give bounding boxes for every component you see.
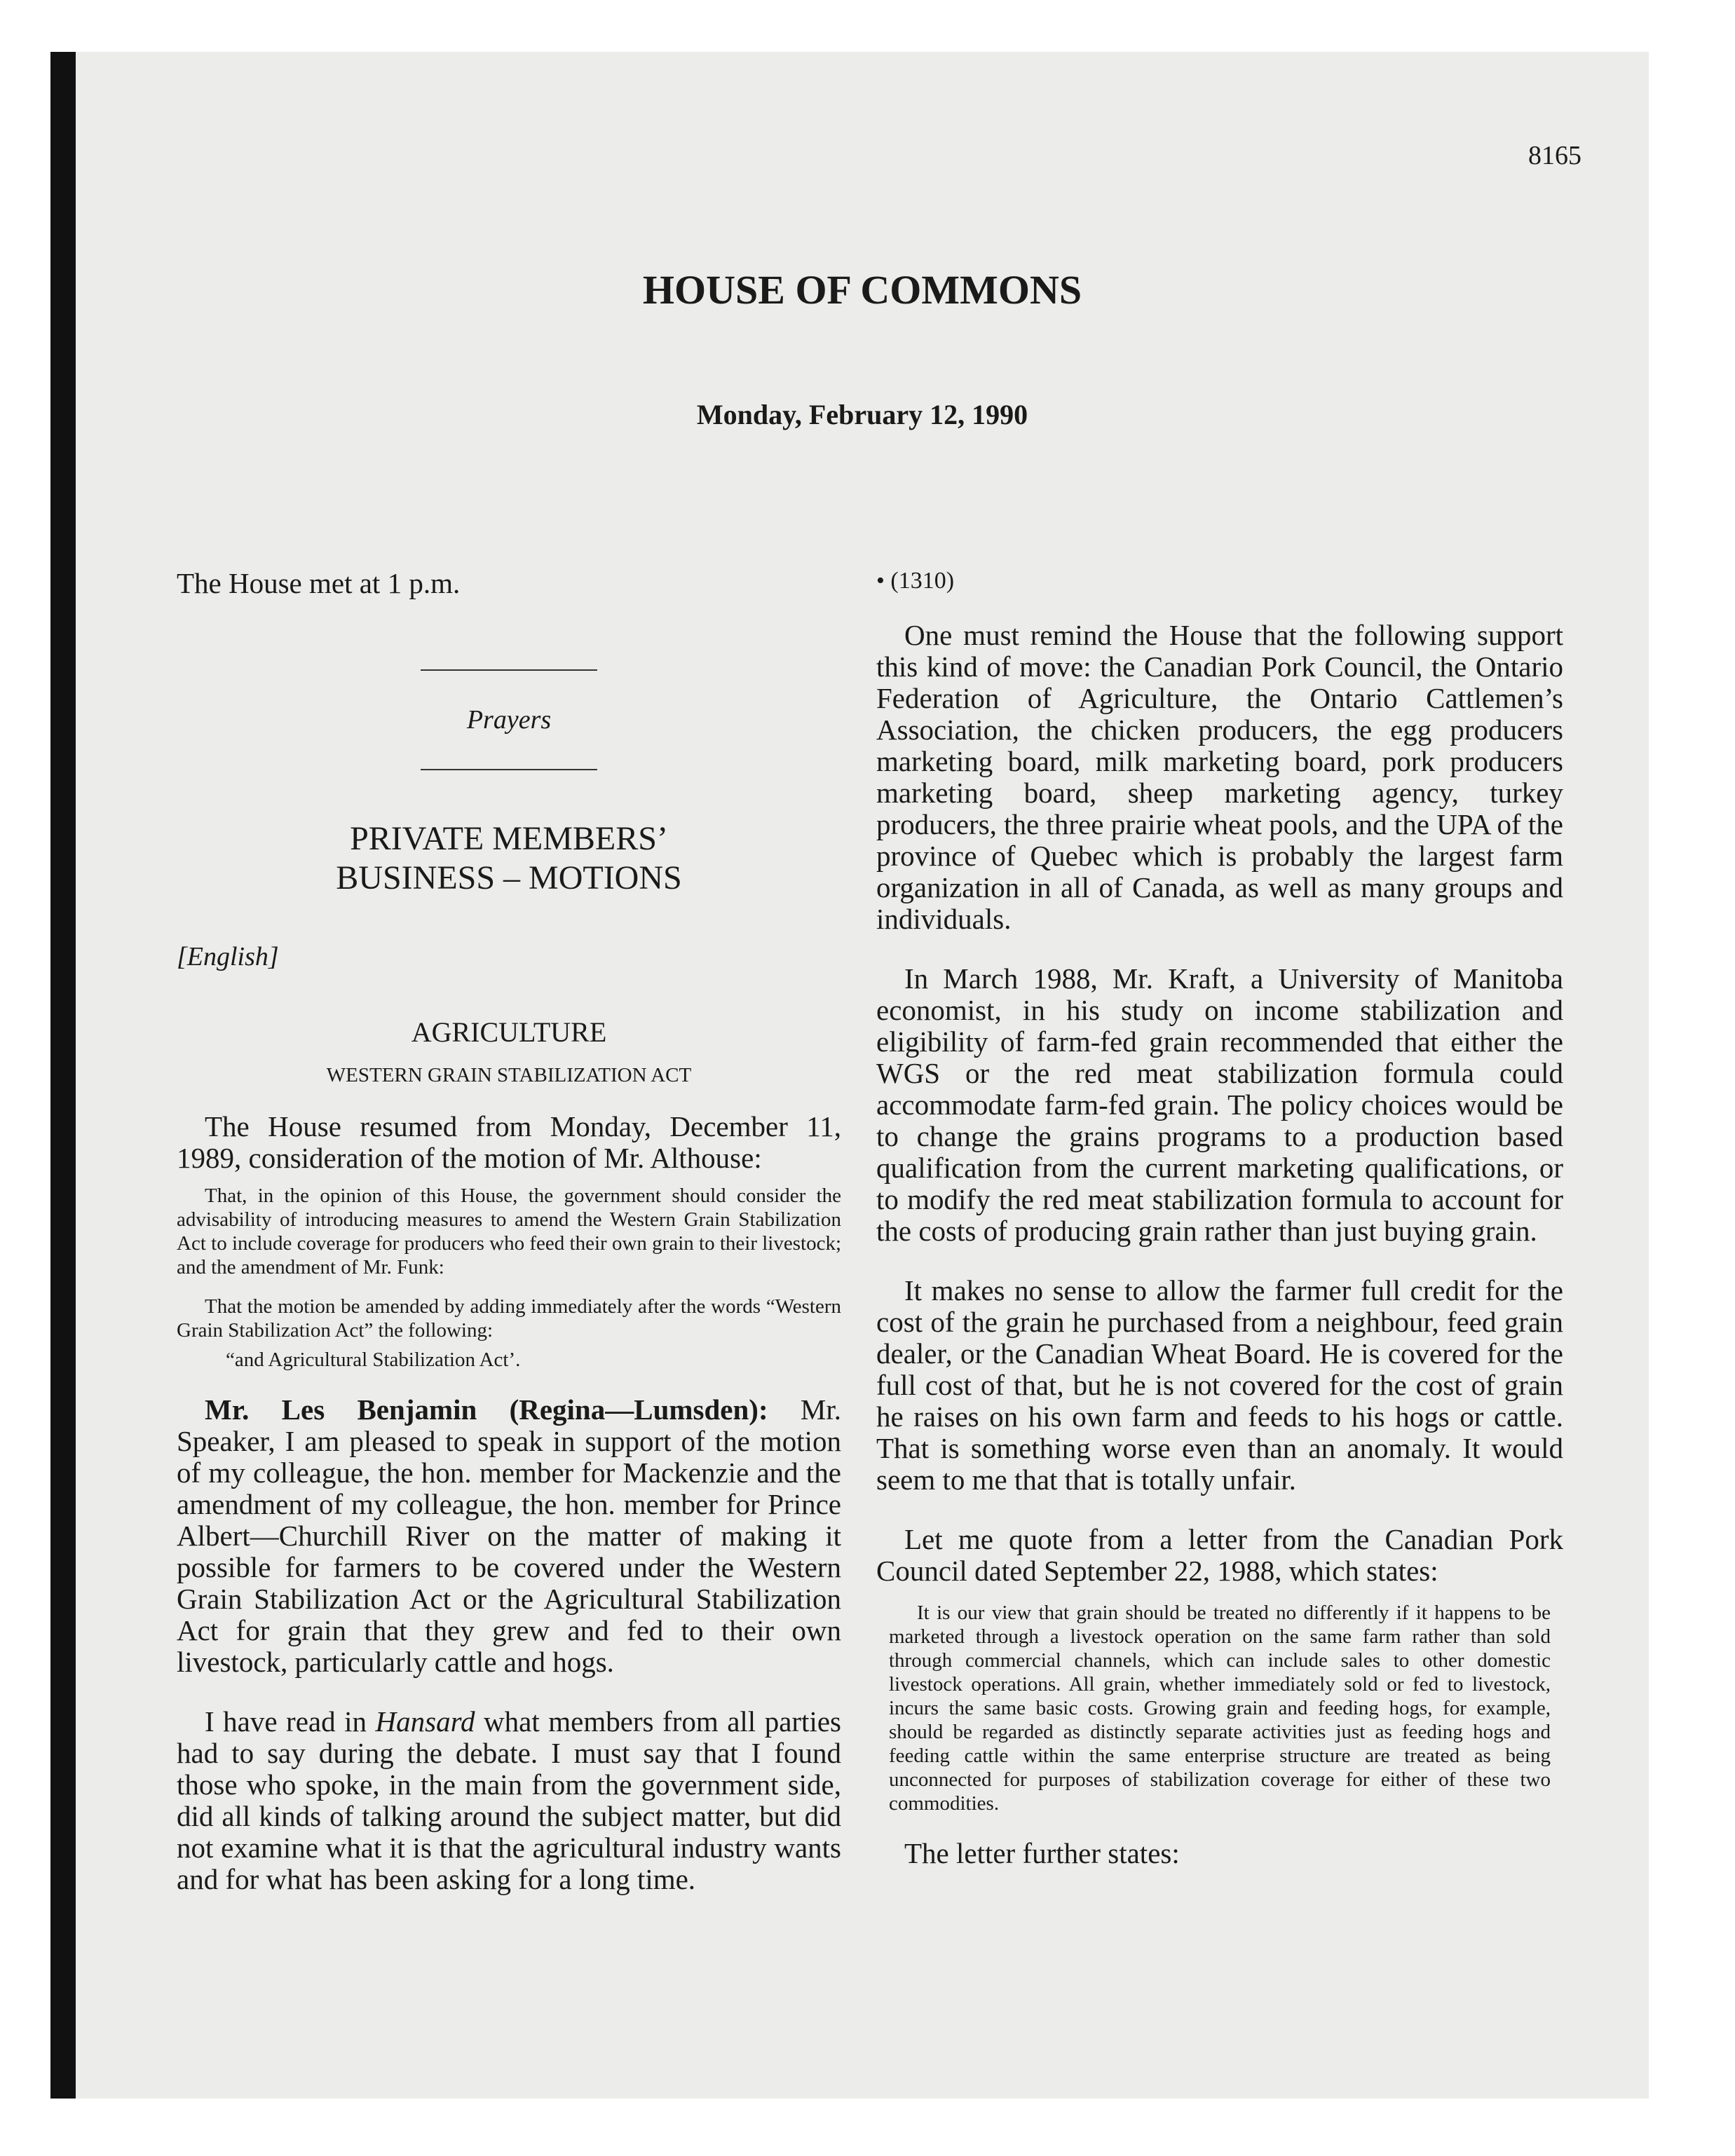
sitting-date: Monday, February 12, 1990 <box>696 399 1028 430</box>
speech-paragraph <box>177 1394 841 1678</box>
speech-text: Mr. Speaker, I am pleased to speak in support of the motion of my colleague, the hon. member for Mackenzie and the amendment of my colleague, the hon. member for Prince Albert—Churchill River on the matter of making it possible for farmers to be covered under the Western Grain Stabilization Act or the Agricultural Stabilization Act for grain that they grew and fed to their own livestock, particularly cattle and hogs. <box>177 1393 842 1678</box>
language-tag: [English] <box>177 942 279 971</box>
scan-binding-edge <box>50 52 76 2099</box>
business-heading-line2: BUSINESS – MOTIONS <box>336 859 682 896</box>
speech-paragraph <box>177 1706 841 1895</box>
divider-rule <box>421 769 597 770</box>
masthead-title: HOUSE OF COMMONS <box>642 267 1082 313</box>
amendment-quote: “and Agricultural Stabilization Act’. <box>226 1349 521 1371</box>
business-heading <box>177 819 841 898</box>
left-column <box>177 568 841 1923</box>
prayers-heading: Prayers <box>466 705 552 735</box>
speech-text: what members from all parties had to say during the debate. I must say that I found those who spoke, in the main from the government side, did all kinds of talking around the subject matter, but did not examine what it is that the agricultural industry wants and for what has been asking for a long time. <box>177 1705 841 1895</box>
opening-line: The House met at 1 p.m. <box>177 567 461 599</box>
speech-paragraph: In March 1988, Mr. Kraft, a University of Manitoba economist, in his study on income stabilization and eligibility of farm-fed grain recommended that either the WGS or the red meat stabilization formula could accommodate farm-fed grain. The policy choices would be to change the grains programs to a production based qualification from the current marketing qualifications, or to modify the red meat stabilization formula to account for the costs of producing grain rather than just buying grain. <box>876 962 1563 1247</box>
amendment-text: That the motion be amended by adding immediately after the words “Western Grain Stabilization Act” the following: <box>177 1295 841 1342</box>
motion-text: That, in the opinion of this House, the government should consider the advisability of introducing measures to amend the Western Grain Stabilization Act to include coverage for producers who feed their own grain to their livestock; and the amendment of Mr. Funk: <box>177 1185 841 1278</box>
speech-text: I have read in <box>205 1705 376 1738</box>
speech-paragraph: Let me quote from a letter from the Canadian Pork Council dated September 22, 1988, which states: <box>876 1523 1563 1587</box>
hansard-italic: Hansard <box>375 1705 475 1738</box>
speech-paragraph: It makes no sense to allow the farmer full credit for the cost of the grain he purchased from a neighbour, feed grain dealer, or the Canadian Wheat Board. He is covered for the full cost of that, but he is not covered for the cost of grain he raises on his own farm and feeds to his hogs or cattle. That is something worse even than an anomaly. It would seem to me that that is totally unfair. <box>876 1274 1563 1496</box>
subsection-heading: WESTERN GRAIN STABILIZATION ACT <box>326 1064 692 1086</box>
speaker-name: Mr. Les Benjamin (Regina—Lumsden): <box>205 1393 768 1426</box>
resumed-paragraph: The House resumed from Monday, December 11, 1989, consideration of the motion of Mr. Althouse: <box>177 1110 841 1174</box>
speech-paragraph: One must remind the House that the following support this kind of move: the Canadian Pork Council, the Ontario Federation of Agriculture, the Ontario Cattlemen’s Association, the chicken producers, the egg producers marketing board, milk marketing board, pork producers marketing board, sheep marketing agency, turkey producers, the three prairie wheat pools, and the UPA of the province of Quebec which is probably the largest farm organization in all of Canada, as well as many groups and individuals. <box>876 619 1563 935</box>
divider-rule <box>421 669 597 671</box>
timestamp-marker: • (1310) <box>876 568 955 594</box>
business-heading-line1: PRIVATE MEMBERS’ <box>350 820 668 857</box>
page-number: 8165 <box>1528 141 1581 170</box>
right-column <box>876 568 1563 1897</box>
letter-quote: It is our view that grain should be treated no differently if it happens to be marketed through a livestock operation on the same farm rather than sold through commercial channels, which can include sales to other domestic livestock operations. All grain, whether immediately sold or fed to livestock, incurs the same basic costs. Growing grain and feeding hogs, for example, should be regarded as distinctly separate activities just as feeding hogs and feeding cattle within the same enterprise structure are treated as being unconnected for purposes of stabilization coverage for either of these two commodities. <box>889 1602 1551 1815</box>
section-heading: AGRICULTURE <box>411 1016 607 1048</box>
speech-paragraph: The letter further states: <box>904 1837 1180 1869</box>
